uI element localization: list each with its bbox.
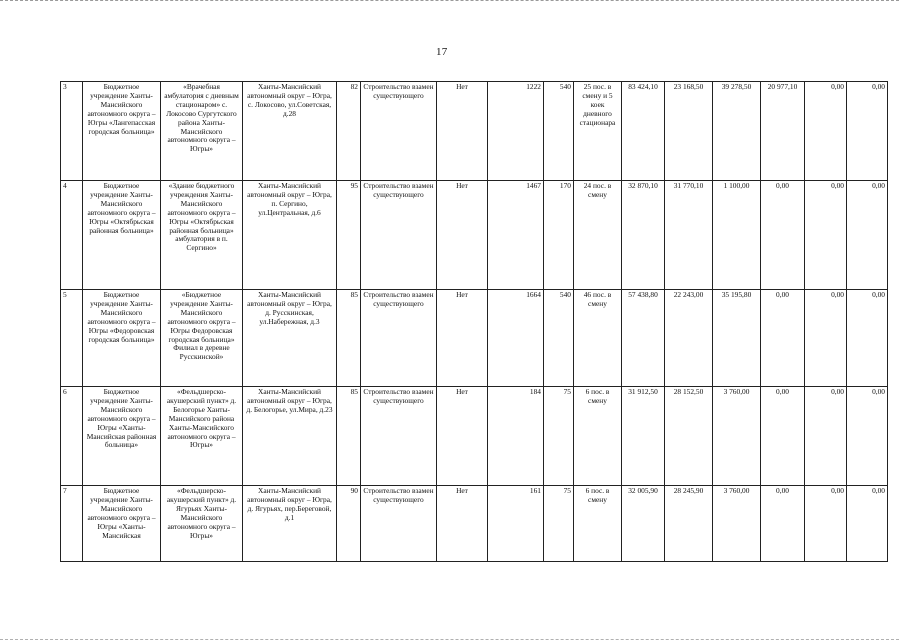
amount-year-5: 0,00: [847, 387, 888, 486]
amount-total: 32 005,90: [622, 486, 665, 562]
row-number: 5: [61, 290, 83, 387]
work-type: Строительство взамен существующего: [361, 82, 437, 181]
institution-name: Бюджетное учреждение Ханты-Мансийского автономного округа – Югры «Октябрьская районная больница»: [83, 181, 161, 290]
amount-year-4: 0,00: [805, 486, 847, 562]
amount-year-5: 0,00: [847, 181, 888, 290]
scan-edge-top: [0, 0, 899, 6]
amount-year-5: 0,00: [847, 486, 888, 562]
capacity-value: 6 пос. в смену: [574, 387, 622, 486]
amount-total: 83 424,10: [622, 82, 665, 181]
amount-year-1: 31 770,10: [665, 181, 713, 290]
amount-year-2: 35 195,80: [713, 290, 761, 387]
amount-year-4: 0,00: [805, 290, 847, 387]
work-type: Строительство взамен существующего: [361, 387, 437, 486]
amount-year-4: 0,00: [805, 181, 847, 290]
amount-year-3: 0,00: [761, 181, 805, 290]
scan-edge-bottom: [0, 632, 899, 640]
object-name: «Врачебная амбулатория с дневным стационаром» с. Локосово Сургутского района Ханты-Мансийского автономного округа – Югры»: [161, 82, 243, 181]
work-type: Строительство взамен существующего: [361, 181, 437, 290]
flag-value: Нет: [437, 486, 488, 562]
code-value: 95: [337, 181, 361, 290]
amount-total: 32 870,10: [622, 181, 665, 290]
flag-value: Нет: [437, 290, 488, 387]
capacity-value: 24 пос. в смену: [574, 181, 622, 290]
amount-year-1: 23 168,50: [665, 82, 713, 181]
row-number: 4: [61, 181, 83, 290]
capacity-value: 46 пос. в смену: [574, 290, 622, 387]
code-value: 85: [337, 290, 361, 387]
code-value: 85: [337, 387, 361, 486]
institution-name: Бюджетное учреждение Ханты-Мансийского автономного округа – Югры «Ханты-Мансийская: [83, 486, 161, 562]
object-name: «Фельдшерско-акушерский пункт» д. Белогорье Ханты-Мансийского района Ханты-Мансийского автономного округа – Югры»: [161, 387, 243, 486]
row-number: 6: [61, 387, 83, 486]
area-value: 1664: [488, 290, 544, 387]
amount-year-3: 0,00: [761, 290, 805, 387]
amount-year-3: 0,00: [761, 387, 805, 486]
row-number: 7: [61, 486, 83, 562]
table-row: [61, 82, 888, 181]
institution-name: Бюджетное учреждение Ханты-Мансийского автономного округа – Югры «Федоровская городская больница»: [83, 290, 161, 387]
table-body: [61, 82, 888, 562]
land-value: 75: [544, 486, 574, 562]
amount-year-2: 3 760,00: [713, 486, 761, 562]
capacity-value: 6 пос. в смену: [574, 486, 622, 562]
amount-year-2: 39 278,50: [713, 82, 761, 181]
object-name: «Бюджетное учреждение Ханты-Мансийского автономного округа – Югры Федоровская городская больница» Филиал в деревне Русскинской»: [161, 290, 243, 387]
code-value: 90: [337, 486, 361, 562]
amount-total: 57 438,80: [622, 290, 665, 387]
amount-total: 31 912,50: [622, 387, 665, 486]
amount-year-3: 0,00: [761, 486, 805, 562]
amount-year-1: 28 152,50: [665, 387, 713, 486]
object-name: «Здание бюджетного учреждения Ханты-Мансийского автономного округа – Югры «Октябрьская районная больница» амбулатория в п. Сергино»: [161, 181, 243, 290]
institution-name: Бюджетное учреждение Ханты-Мансийского автономного округа – Югры «Ханты-Мансийская районная больница»: [83, 387, 161, 486]
work-type: Строительство взамен существующего: [361, 486, 437, 562]
amount-year-1: 22 243,00: [665, 290, 713, 387]
area-value: 184: [488, 387, 544, 486]
land-value: 540: [544, 82, 574, 181]
land-value: 170: [544, 181, 574, 290]
amount-year-5: 0,00: [847, 82, 888, 181]
object-address: Ханты-Мансийский автономный округ – Югра, д. Русскинская, ул.Набережная, д.3: [243, 290, 337, 387]
object-name: «Фельдшерско-акушерский пункт» д. Ягурьях Ханты-Мансийского автономного округа – Югры»: [161, 486, 243, 562]
amount-year-2: 3 760,00: [713, 387, 761, 486]
table-row: [61, 290, 888, 387]
facilities-table: [60, 81, 888, 562]
amount-year-1: 28 245,90: [665, 486, 713, 562]
area-value: 161: [488, 486, 544, 562]
object-address: Ханты-Мансийский автономный округ – Югра, д. Ягурьях, пер.Береговой, д.1: [243, 486, 337, 562]
land-value: 540: [544, 290, 574, 387]
flag-value: Нет: [437, 82, 488, 181]
flag-value: Нет: [437, 181, 488, 290]
table-row: [61, 387, 888, 486]
table-row: [61, 486, 888, 562]
object-address: Ханты-Мансийский автономный округ – Югра, п. Сергино, ул.Центральная, д.6: [243, 181, 337, 290]
institution-name: Бюджетное учреждение Ханты-Мансийского автономного округа – Югры «Лангепасская городская больница»: [83, 82, 161, 181]
amount-year-2: 1 100,00: [713, 181, 761, 290]
flag-value: Нет: [437, 387, 488, 486]
area-value: 1222: [488, 82, 544, 181]
work-type: Строительство взамен существующего: [361, 290, 437, 387]
table-row: [61, 181, 888, 290]
object-address: Ханты-Мансийский автономный округ – Югра, д. Белогорье, ул.Мира, д.23: [243, 387, 337, 486]
amount-year-5: 0,00: [847, 290, 888, 387]
amount-year-4: 0,00: [805, 82, 847, 181]
area-value: 1467: [488, 181, 544, 290]
row-number: 3: [61, 82, 83, 181]
object-address: Ханты-Мансийский автономный округ – Югра, с. Локосово, ул.Советская, д.28: [243, 82, 337, 181]
amount-year-3: 20 977,10: [761, 82, 805, 181]
amount-year-4: 0,00: [805, 387, 847, 486]
code-value: 82: [337, 82, 361, 181]
capacity-value: 25 пос. в смену и 5 коек дневного стационара: [574, 82, 622, 181]
page-number: 17: [436, 46, 448, 58]
land-value: 75: [544, 387, 574, 486]
